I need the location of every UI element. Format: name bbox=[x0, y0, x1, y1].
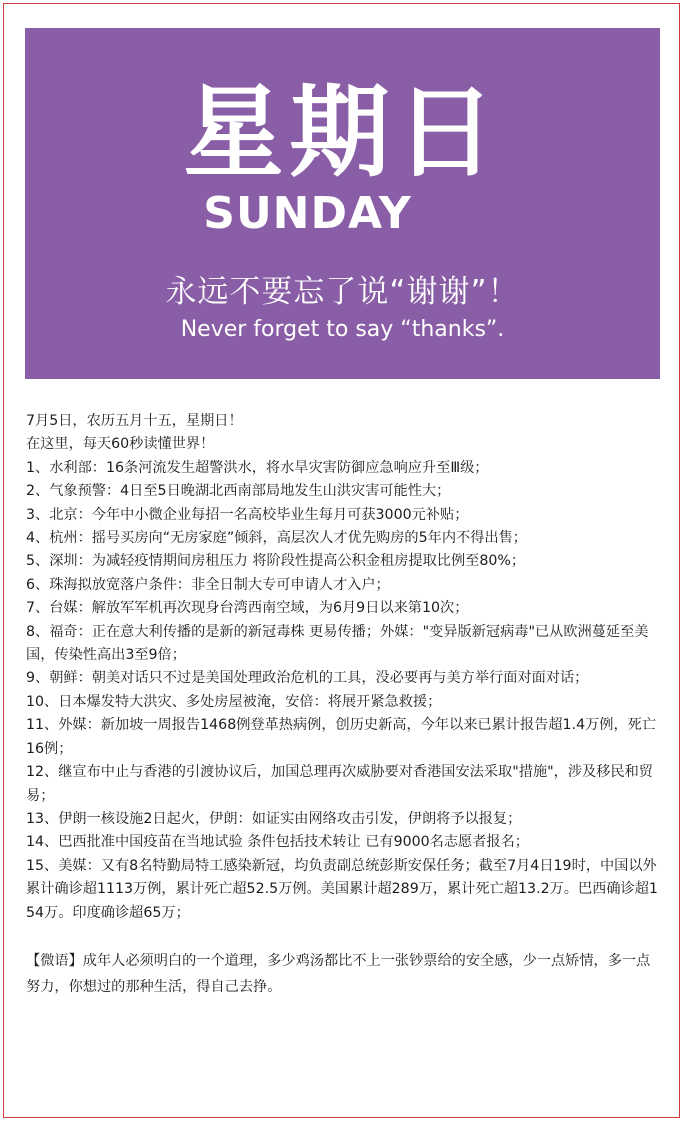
news-item: 11、外媒：新加坡一周报告1468例登革热病例，创历史新高，今年以来已累计报告超1.4万例，死亡16例； bbox=[26, 717, 657, 757]
sunday-banner bbox=[25, 28, 660, 379]
news-item: 1、水利部：16条河流发生超警洪水，将水旱灾害防御应急响应升至Ⅲ级； bbox=[26, 459, 489, 476]
news-item: 8、福奇：正在意大利传播的是新的新冠毒株 更易传播；外媒："变异版新冠病毒"已从欧洲蔓延至美国，传染性高出3至9倍； bbox=[26, 623, 649, 664]
news-content bbox=[26, 410, 662, 1000]
news-item: 12、继宣布中止与香港的引渡协议后，加国总理再次威胁要对香港国安法采取"措施"，涉及移民和贸易； bbox=[26, 764, 653, 804]
news-item: 3、北京：今年中小微企业每招一名高校毕业生每月可获3000元补贴； bbox=[26, 506, 469, 523]
news-item: 9、朝鲜：朝美对话只不过是美国处理政治危机的工具，没必要再与美方举行面对面对话； bbox=[26, 670, 589, 687]
daily-quote: 【微语】成年人必须明白的一个道理，多少鸡汤都比不上一张钞票给的安全感，少一点矫情，多一点努力，你想过的那种生活，得自己去挣。 bbox=[26, 952, 651, 995]
tagline: 在这里，每天60秒读懂世界！ bbox=[26, 436, 215, 453]
news-item: 6、珠海拟放宽落户条件：非全日制大专可申请人才入户； bbox=[26, 576, 390, 593]
banner-slogan-cn: 永远不要忘了说“谢谢”！ bbox=[165, 274, 520, 310]
banner-day-cn: 星期日 bbox=[183, 74, 502, 191]
news-item: 4、杭州：摇号买房向“无房家庭”倾斜，高层次人才优先购房的5年内不得出售； bbox=[26, 530, 527, 547]
banner-day-en: SUNDAY bbox=[203, 188, 412, 239]
news-item: 10、日本爆发特大洪灾、多处房屋被淹，安倍：将展开紧急救援； bbox=[26, 693, 442, 710]
news-item: 2、气象预警：4日至5日晚湖北西南部局地发生山洪灾害可能性大； bbox=[26, 483, 451, 500]
news-item: 7、台媒：解放军军机再次现身台湾西南空域，为6月9日以来第10次； bbox=[26, 600, 469, 617]
news-item: 13、伊朗一核设施2日起火，伊朗：如证实由网络攻击引发，伊朗将予以报复； bbox=[26, 810, 522, 827]
date-line: 7月5日，农历五月十五，星期日！ bbox=[26, 413, 243, 429]
news-item: 14、巴西批准中国疫苗在当地试验 条件包括技术转让 已有9000名志愿者报名； bbox=[26, 834, 529, 851]
banner-slogan-en: Never forget to say “thanks”. bbox=[180, 317, 505, 342]
news-item: 15、美媒：又有8名特勤局特工感染新冠，均负责副总统彭斯安保任务；截至7月4日19时，中国以外累计确诊超1113万例，累计死亡超52.5万例。美国累计超289万，累计死亡超13.2万。巴西确诊超154万。印度确诊超65万； bbox=[26, 857, 658, 921]
news-item: 5、深圳：为减轻疫情期间房租压力 将阶段性提高公积金租房提取比例至80%； bbox=[26, 553, 526, 570]
